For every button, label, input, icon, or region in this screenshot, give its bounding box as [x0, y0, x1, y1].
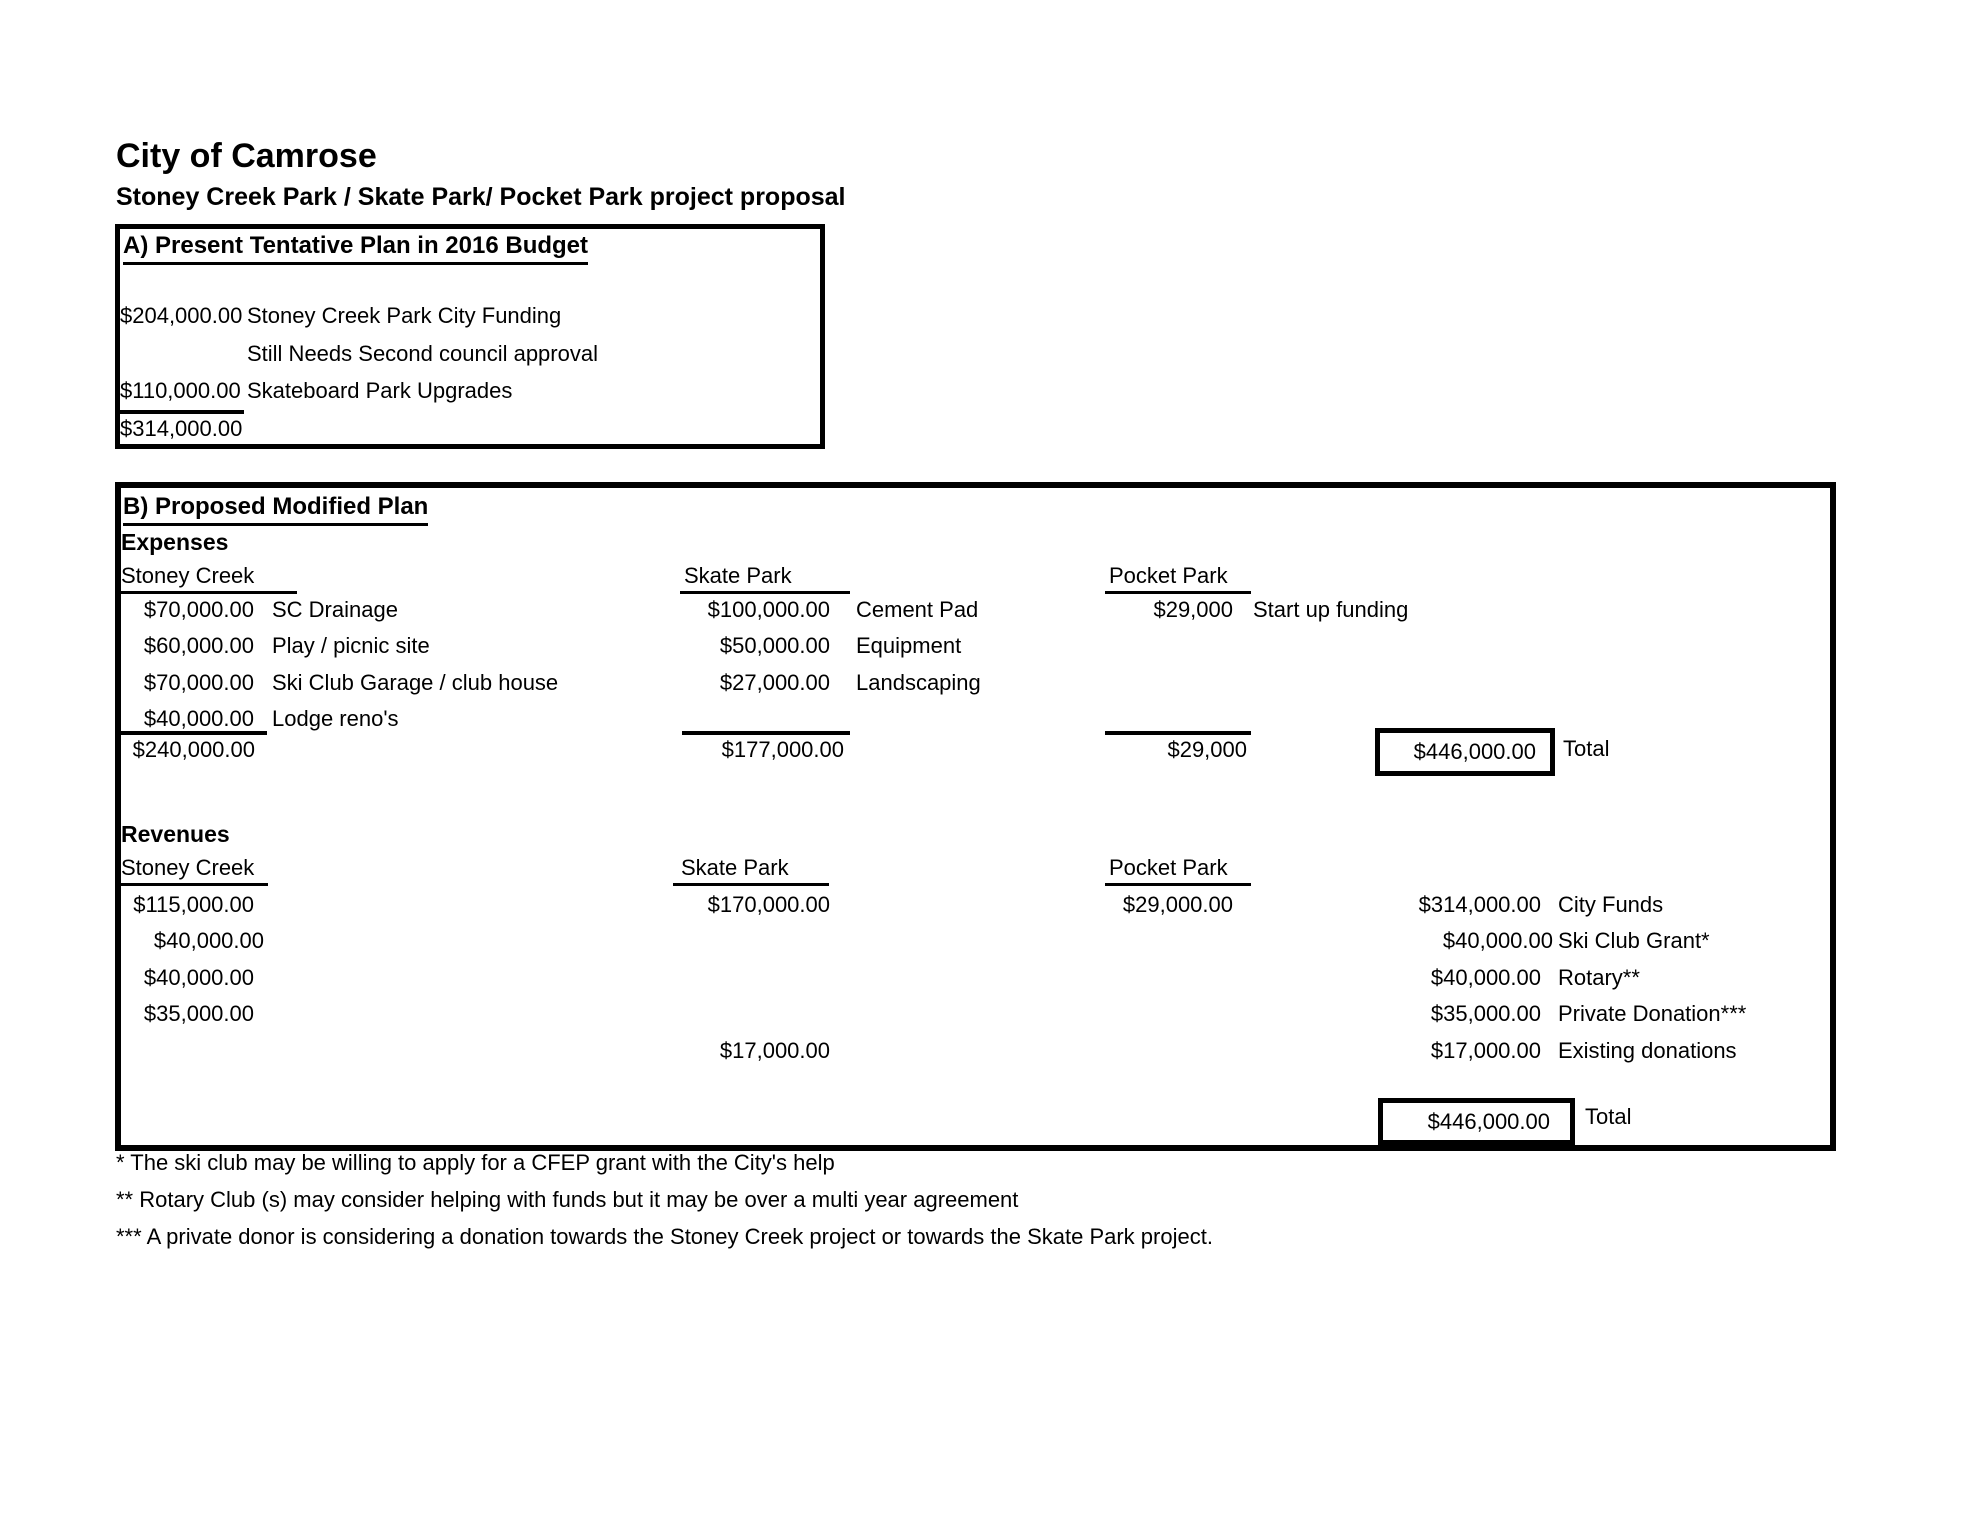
expense-amount: $60,000.00: [143, 633, 254, 658]
expense-amount: $40,000.00: [143, 706, 254, 731]
expense-amount: $50,000.00: [719, 633, 830, 658]
expenses-heading: Expenses: [121, 529, 229, 555]
label-cell: Stoney Creek Park City Funding: [247, 303, 562, 328]
page-subtitle: Stoney Creek Park / Skate Park/ Pocket Park project proposal: [116, 183, 846, 211]
expense-label: SC Drainage: [272, 597, 398, 622]
revenue-amount: $40,000.00: [153, 928, 264, 953]
expense-label: Start up funding: [1253, 597, 1409, 622]
expense-label: Landscaping: [856, 670, 981, 695]
revenues-grand-total-label: Total: [1585, 1104, 1632, 1129]
expense-amount: $100,000.00: [707, 597, 830, 622]
column-header-pocket-park: Pocket Park: [1105, 853, 1251, 886]
revenue-summary-amount: $17,000.00: [1430, 1038, 1541, 1063]
footnote: * The ski club may be willing to apply for a CFEP grant with the City's help: [116, 1150, 835, 1175]
expense-label: Cement Pad: [856, 597, 979, 622]
column-header-skate-park: Skate Park: [680, 561, 850, 594]
section-b-box: [115, 482, 1836, 1151]
expense-label: Play / picnic site: [272, 633, 430, 658]
expenses-grand-total-label: Total: [1563, 736, 1610, 761]
column-header-skate-park: Skate Park: [673, 853, 829, 886]
column-header-pocket-park: Pocket Park: [1105, 561, 1251, 594]
expense-amount: $70,000.00: [143, 597, 254, 622]
total-cell-stoney-creek: $240,000.00: [121, 731, 267, 765]
footnote: ** Rotary Club (s) may consider helping with funds but it may be over a multi year agreement: [116, 1187, 1019, 1212]
revenue-summary-amount: $35,000.00: [1430, 1001, 1541, 1026]
total-cell-pocket-park: $29,000: [1105, 731, 1251, 765]
revenue-amount: $115,000.00: [133, 892, 254, 917]
amount-cell: $204,000.00: [120, 303, 243, 328]
expense-amount: $29,000: [1153, 597, 1233, 622]
revenues-heading: Revenues: [121, 821, 230, 847]
amount-cell: $110,000.00: [120, 378, 241, 403]
expense-amount: $70,000.00: [143, 670, 254, 695]
footnote: *** A private donor is considering a donation towards the Stoney Creek project or towards the Skate Park project.: [116, 1224, 1213, 1249]
column-header-stoney-creek: Stoney Creek: [121, 561, 297, 594]
revenue-amount: $17,000.00: [719, 1038, 830, 1063]
section-a-total: $314,000.00: [120, 410, 244, 444]
column-header-stoney-creek: Stoney Creek: [121, 853, 268, 886]
revenue-summary-label: City Funds: [1558, 892, 1664, 917]
revenue-summary-label: Private Donation***: [1558, 1001, 1747, 1026]
revenue-amount: $40,000.00: [143, 965, 254, 990]
revenue-summary-amount: $314,000.00: [1418, 892, 1541, 917]
label-cell: Skateboard Park Upgrades: [247, 378, 513, 403]
total-cell-skate-park: $177,000.00: [682, 731, 850, 765]
revenue-summary-amount: $40,000.00: [1442, 928, 1553, 953]
expense-label: Ski Club Garage / club house: [272, 670, 559, 695]
expense-label: Lodge reno's: [272, 706, 399, 731]
section-a-box: [115, 224, 825, 449]
section-b-heading: B) Proposed Modified Plan: [123, 492, 428, 526]
expenses-grand-total-box: $446,000.00: [1375, 728, 1555, 776]
revenues-grand-total-box: $446,000.00: [1378, 1098, 1575, 1145]
page-title: City of Camrose: [116, 137, 377, 175]
expense-label: Equipment: [856, 633, 962, 658]
revenue-amount: $29,000.00: [1122, 892, 1233, 917]
revenue-amount: $35,000.00: [143, 1001, 254, 1026]
revenue-summary-label: Ski Club Grant*: [1558, 928, 1710, 953]
revenue-summary-label: Rotary**: [1558, 965, 1640, 990]
revenue-amount: $170,000.00: [707, 892, 830, 917]
revenue-summary-amount: $40,000.00: [1430, 965, 1541, 990]
label-cell: Still Needs Second council approval: [247, 341, 598, 366]
section-a-heading: A) Present Tentative Plan in 2016 Budget: [123, 231, 588, 265]
revenue-summary-label: Existing donations: [1558, 1038, 1737, 1063]
expense-amount: $27,000.00: [719, 670, 830, 695]
